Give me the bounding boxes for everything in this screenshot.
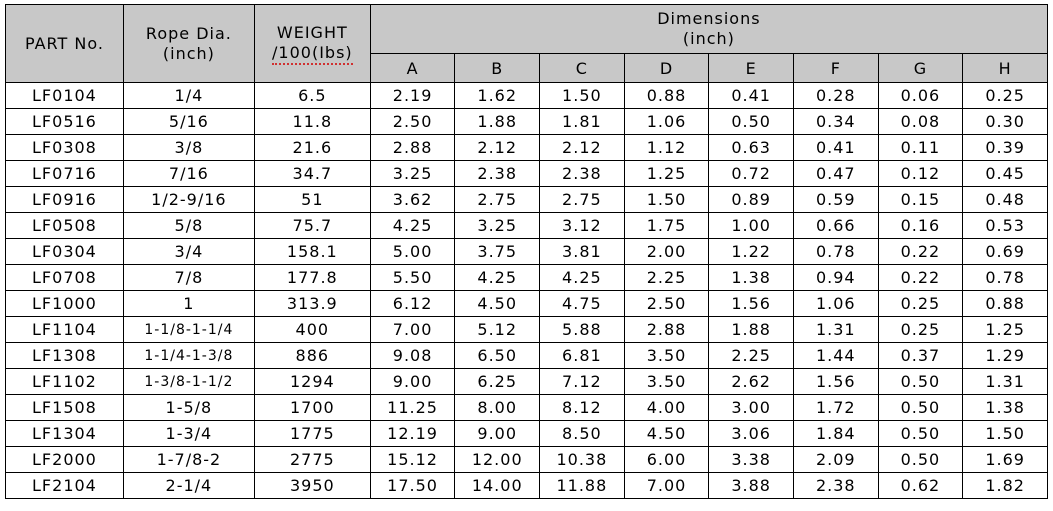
cell-rope-dia: 1-1/8-1-1/4 [123, 317, 254, 343]
cell-part-no: LF0308 [6, 135, 124, 161]
cell-dim-e: 0.72 [709, 161, 794, 187]
cell-dim-b: 4.50 [455, 291, 540, 317]
cell-dim-e: 3.00 [709, 395, 794, 421]
cell-dim-a: 5.50 [370, 265, 455, 291]
cell-dim-d: 0.88 [624, 83, 709, 109]
cell-dim-g: 0.50 [878, 369, 963, 395]
cell-dim-g: 0.25 [878, 291, 963, 317]
cell-dim-b: 3.25 [455, 213, 540, 239]
cell-part-no: LF1104 [6, 317, 124, 343]
cell-dim-h: 1.31 [963, 369, 1048, 395]
cell-rope-dia: 5/16 [123, 109, 254, 135]
header-dim-h: H [963, 54, 1048, 83]
table-row [6, 343, 1048, 369]
cell-part-no: LF2104 [6, 473, 124, 499]
cell-dim-e: 0.89 [709, 187, 794, 213]
cell-dim-b: 2.75 [455, 187, 540, 213]
cell-dim-b: 12.00 [455, 447, 540, 473]
cell-dim-d: 3.50 [624, 369, 709, 395]
cell-dim-g: 0.22 [878, 239, 963, 265]
cell-dim-b: 9.00 [455, 421, 540, 447]
cell-dim-f: 1.56 [793, 369, 878, 395]
table-row [6, 83, 1048, 109]
cell-rope-dia: 7/16 [123, 161, 254, 187]
cell-dim-c: 3.81 [540, 239, 625, 265]
cell-dim-c: 6.81 [540, 343, 625, 369]
cell-dim-h: 0.69 [963, 239, 1048, 265]
cell-dim-b: 6.25 [455, 369, 540, 395]
cell-dim-h: 1.29 [963, 343, 1048, 369]
cell-dim-g: 0.62 [878, 473, 963, 499]
header-weight [254, 5, 370, 83]
cell-dim-f: 0.66 [793, 213, 878, 239]
cell-weight: 886 [254, 343, 370, 369]
cell-dim-h: 0.48 [963, 187, 1048, 213]
cell-dim-h: 1.50 [963, 421, 1048, 447]
cell-dim-a: 7.00 [370, 317, 455, 343]
header-row-main [6, 5, 1048, 54]
table-row [6, 395, 1048, 421]
cell-dim-d: 3.50 [624, 343, 709, 369]
cell-dim-b: 1.88 [455, 109, 540, 135]
cell-dim-c: 1.81 [540, 109, 625, 135]
cell-dim-e: 1.22 [709, 239, 794, 265]
cell-dim-e: 0.50 [709, 109, 794, 135]
cell-dim-c: 7.12 [540, 369, 625, 395]
cell-dim-c: 10.38 [540, 447, 625, 473]
cell-dim-d: 1.12 [624, 135, 709, 161]
cell-dim-a: 15.12 [370, 447, 455, 473]
cell-dim-g: 0.08 [878, 109, 963, 135]
cell-dim-c: 8.50 [540, 421, 625, 447]
cell-weight: 6.5 [254, 83, 370, 109]
cell-dim-b: 14.00 [455, 473, 540, 499]
cell-dim-d: 1.25 [624, 161, 709, 187]
cell-dim-f: 1.31 [793, 317, 878, 343]
cell-weight: 51 [254, 187, 370, 213]
cell-dim-c: 11.88 [540, 473, 625, 499]
cell-dim-b: 5.12 [455, 317, 540, 343]
cell-dim-d: 1.75 [624, 213, 709, 239]
cell-weight: 177.8 [254, 265, 370, 291]
header-dim-e: E [709, 54, 794, 83]
cell-rope-dia: 3/8 [123, 135, 254, 161]
cell-dim-f: 1.84 [793, 421, 878, 447]
cell-dim-g: 0.06 [878, 83, 963, 109]
cell-rope-dia: 2-1/4 [123, 473, 254, 499]
header-weight-line1: WEIGHT [276, 22, 348, 42]
header-dim-b: B [455, 54, 540, 83]
table-row [6, 187, 1048, 213]
cell-dim-e: 1.00 [709, 213, 794, 239]
header-dimensions-line2: (inch) [682, 29, 735, 48]
cell-dim-g: 0.50 [878, 421, 963, 447]
cell-rope-dia: 7/8 [123, 265, 254, 291]
cell-rope-dia: 1-3/8-1-1/2 [123, 369, 254, 395]
cell-weight: 2775 [254, 447, 370, 473]
cell-dim-g: 0.50 [878, 395, 963, 421]
cell-dim-f: 1.72 [793, 395, 878, 421]
cell-part-no: LF2000 [6, 447, 124, 473]
table-body [6, 83, 1048, 499]
table-row [6, 213, 1048, 239]
cell-dim-b: 8.00 [455, 395, 540, 421]
cell-dim-h: 0.88 [963, 291, 1048, 317]
cell-dim-f: 1.44 [793, 343, 878, 369]
cell-dim-h: 0.30 [963, 109, 1048, 135]
cell-dim-h: 1.38 [963, 395, 1048, 421]
table-row [6, 161, 1048, 187]
cell-part-no: LF1508 [6, 395, 124, 421]
cell-dim-a: 5.00 [370, 239, 455, 265]
table-row [6, 135, 1048, 161]
cell-dim-f: 0.47 [793, 161, 878, 187]
cell-dim-b: 3.75 [455, 239, 540, 265]
cell-dim-f: 0.28 [793, 83, 878, 109]
cell-part-no: LF0104 [6, 83, 124, 109]
cell-dim-e: 1.56 [709, 291, 794, 317]
cell-dim-a: 2.50 [370, 109, 455, 135]
cell-rope-dia: 1/2-9/16 [123, 187, 254, 213]
table-row [6, 447, 1048, 473]
cell-part-no: LF1308 [6, 343, 124, 369]
cell-dim-a: 4.25 [370, 213, 455, 239]
cell-dim-f: 0.78 [793, 239, 878, 265]
header-dim-a: A [370, 54, 455, 83]
specification-table [5, 4, 1048, 499]
cell-dim-g: 0.22 [878, 265, 963, 291]
cell-dim-d: 7.00 [624, 473, 709, 499]
cell-dim-d: 2.50 [624, 291, 709, 317]
cell-dim-b: 2.12 [455, 135, 540, 161]
cell-dim-a: 2.19 [370, 83, 455, 109]
cell-dim-f: 0.59 [793, 187, 878, 213]
cell-dim-c: 4.75 [540, 291, 625, 317]
table-row [6, 265, 1048, 291]
header-dim-d: D [624, 54, 709, 83]
cell-dim-a: 6.12 [370, 291, 455, 317]
table-row [6, 317, 1048, 343]
table-row [6, 291, 1048, 317]
cell-dim-a: 11.25 [370, 395, 455, 421]
cell-part-no: LF0508 [6, 213, 124, 239]
cell-rope-dia: 1-1/4-1-3/8 [123, 343, 254, 369]
cell-weight: 1700 [254, 395, 370, 421]
cell-dim-g: 0.25 [878, 317, 963, 343]
header-rope-dia [123, 5, 254, 83]
cell-weight: 158.1 [254, 239, 370, 265]
cell-weight: 400 [254, 317, 370, 343]
cell-dim-e: 0.41 [709, 83, 794, 109]
cell-dim-b: 2.38 [455, 161, 540, 187]
cell-dim-a: 9.08 [370, 343, 455, 369]
cell-dim-c: 2.38 [540, 161, 625, 187]
cell-dim-a: 17.50 [370, 473, 455, 499]
cell-dim-g: 0.16 [878, 213, 963, 239]
cell-dim-g: 0.12 [878, 161, 963, 187]
cell-dim-e: 1.88 [709, 317, 794, 343]
cell-dim-g: 0.50 [878, 447, 963, 473]
cell-weight: 21.6 [254, 135, 370, 161]
cell-dim-f: 2.09 [793, 447, 878, 473]
cell-dim-e: 0.63 [709, 135, 794, 161]
cell-dim-h: 1.82 [963, 473, 1048, 499]
cell-dim-f: 0.94 [793, 265, 878, 291]
header-part-no: PART No. [6, 5, 124, 83]
cell-dim-b: 6.50 [455, 343, 540, 369]
cell-dim-c: 8.12 [540, 395, 625, 421]
cell-rope-dia: 1-5/8 [123, 395, 254, 421]
cell-rope-dia: 1-3/4 [123, 421, 254, 447]
cell-dim-g: 0.15 [878, 187, 963, 213]
table-header [6, 5, 1048, 83]
cell-dim-d: 4.00 [624, 395, 709, 421]
cell-dim-a: 9.00 [370, 369, 455, 395]
cell-dim-h: 0.39 [963, 135, 1048, 161]
cell-part-no: LF1304 [6, 421, 124, 447]
cell-part-no: LF1000 [6, 291, 124, 317]
cell-dim-f: 1.06 [793, 291, 878, 317]
cell-dim-e: 2.62 [709, 369, 794, 395]
cell-dim-c: 4.25 [540, 265, 625, 291]
table-row [6, 369, 1048, 395]
cell-part-no: LF0916 [6, 187, 124, 213]
cell-dim-d: 4.50 [624, 421, 709, 447]
cell-rope-dia: 3/4 [123, 239, 254, 265]
header-rope-dia-line1: Rope Dia. [145, 23, 232, 43]
cell-dim-a: 3.62 [370, 187, 455, 213]
cell-dim-h: 1.25 [963, 317, 1048, 343]
header-rope-dia-line2: (inch) [162, 43, 215, 63]
cell-dim-h: 0.45 [963, 161, 1048, 187]
cell-dim-f: 0.41 [793, 135, 878, 161]
cell-dim-h: 1.69 [963, 447, 1048, 473]
table-row [6, 421, 1048, 447]
cell-dim-h: 0.78 [963, 265, 1048, 291]
cell-dim-g: 0.37 [878, 343, 963, 369]
header-dim-g: G [878, 54, 963, 83]
table-row [6, 109, 1048, 135]
cell-weight: 313.9 [254, 291, 370, 317]
cell-dim-h: 0.53 [963, 213, 1048, 239]
cell-dim-c: 1.50 [540, 83, 625, 109]
cell-dim-g: 0.11 [878, 135, 963, 161]
cell-weight: 34.7 [254, 161, 370, 187]
cell-weight: 1294 [254, 369, 370, 395]
cell-part-no: LF0516 [6, 109, 124, 135]
cell-dim-d: 2.88 [624, 317, 709, 343]
cell-dim-e: 2.25 [709, 343, 794, 369]
table-row [6, 473, 1048, 499]
cell-dim-d: 1.06 [624, 109, 709, 135]
cell-dim-c: 5.88 [540, 317, 625, 343]
cell-weight: 75.7 [254, 213, 370, 239]
cell-weight: 1775 [254, 421, 370, 447]
cell-rope-dia: 5/8 [123, 213, 254, 239]
cell-dim-d: 2.25 [624, 265, 709, 291]
cell-weight: 3950 [254, 473, 370, 499]
cell-weight: 11.8 [254, 109, 370, 135]
cell-dim-e: 3.06 [709, 421, 794, 447]
cell-dim-a: 12.19 [370, 421, 455, 447]
cell-rope-dia: 1 [123, 291, 254, 317]
cell-dim-b: 1.62 [455, 83, 540, 109]
cell-rope-dia: 1/4 [123, 83, 254, 109]
table-row [6, 239, 1048, 265]
cell-dim-e: 3.88 [709, 473, 794, 499]
cell-dim-b: 4.25 [455, 265, 540, 291]
cell-dim-e: 3.38 [709, 447, 794, 473]
cell-dim-f: 0.34 [793, 109, 878, 135]
cell-dim-c: 2.12 [540, 135, 625, 161]
cell-part-no: LF1102 [6, 369, 124, 395]
cell-dim-d: 6.00 [624, 447, 709, 473]
cell-part-no: LF0304 [6, 239, 124, 265]
cell-dim-h: 0.25 [963, 83, 1048, 109]
cell-rope-dia: 1-7/8-2 [123, 447, 254, 473]
cell-dim-c: 3.12 [540, 213, 625, 239]
cell-dim-d: 2.00 [624, 239, 709, 265]
header-dim-f: F [793, 54, 878, 83]
header-weight-line2: /100(Ibs) [272, 43, 353, 65]
header-dimensions-line1: Dimensions [657, 9, 761, 28]
cell-part-no: LF0708 [6, 265, 124, 291]
header-dimensions [370, 5, 1047, 54]
cell-part-no: LF0716 [6, 161, 124, 187]
cell-dim-f: 2.38 [793, 473, 878, 499]
cell-dim-d: 1.50 [624, 187, 709, 213]
cell-dim-e: 1.38 [709, 265, 794, 291]
cell-dim-c: 2.75 [540, 187, 625, 213]
header-dim-c: C [540, 54, 625, 83]
cell-dim-a: 2.88 [370, 135, 455, 161]
cell-dim-a: 3.25 [370, 161, 455, 187]
